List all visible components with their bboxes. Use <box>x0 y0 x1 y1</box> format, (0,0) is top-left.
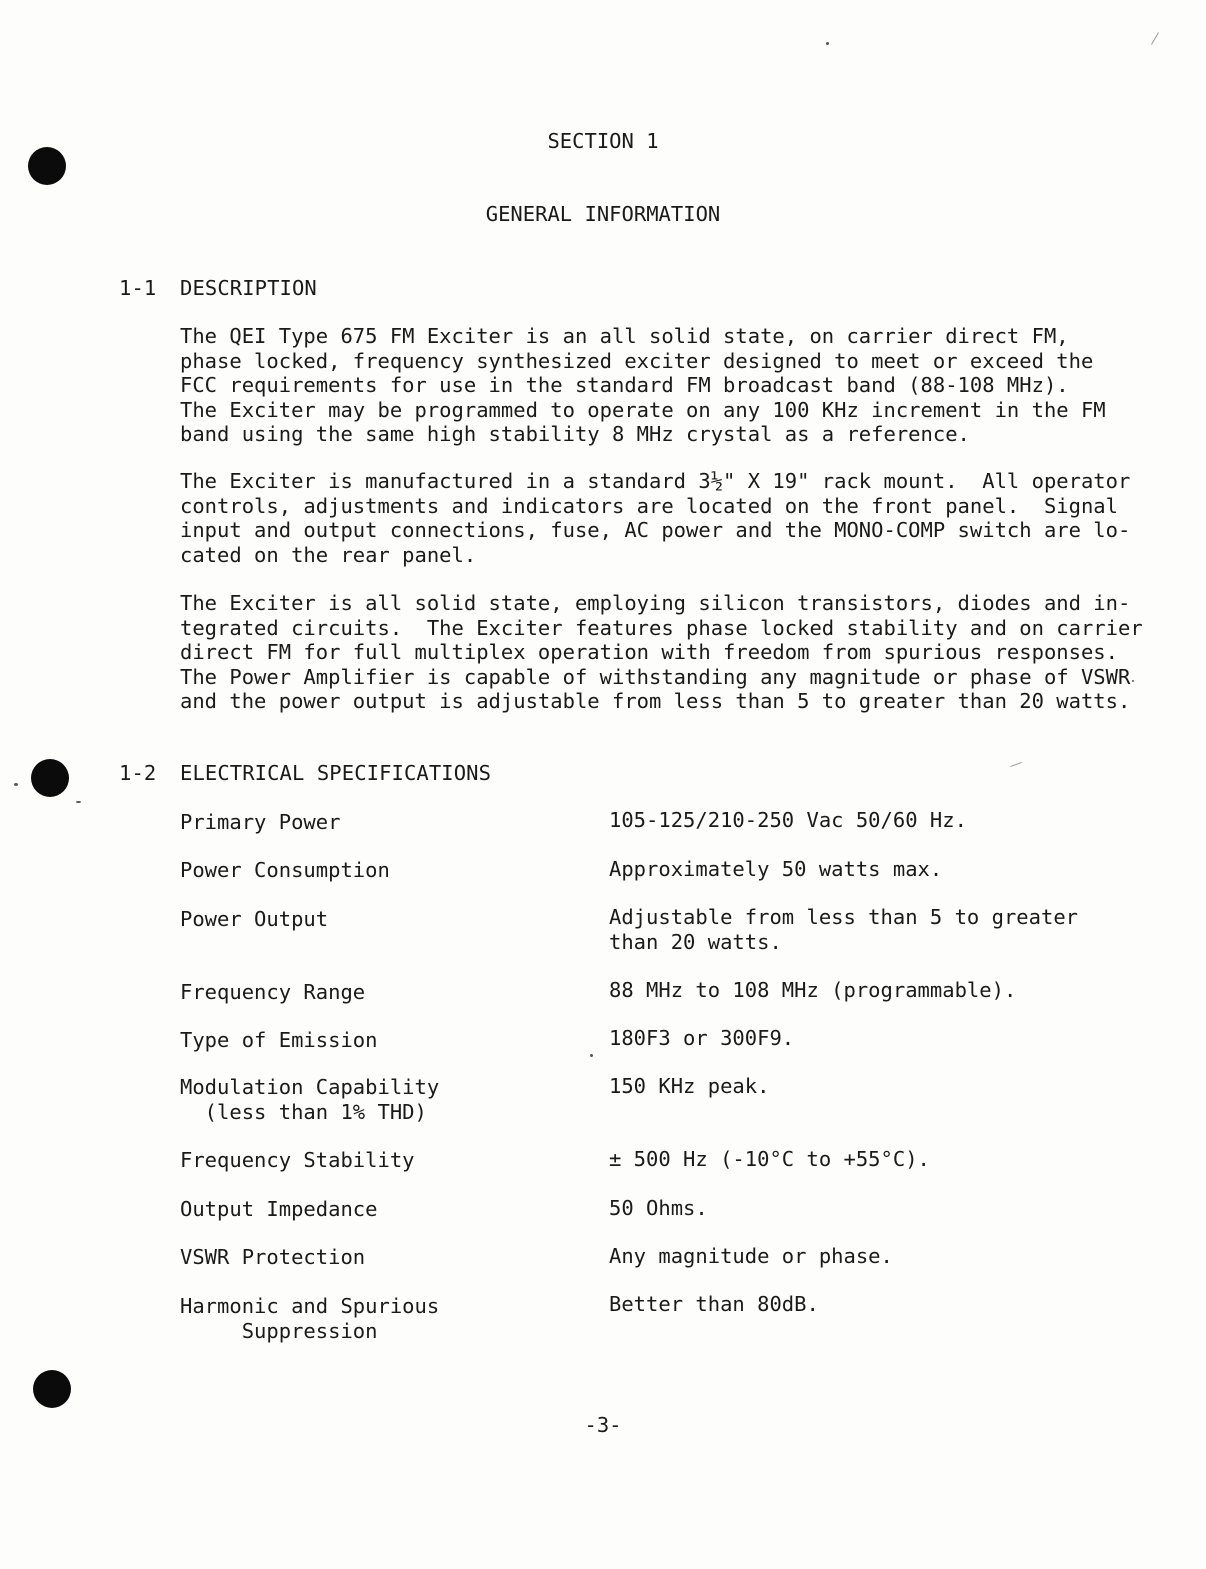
spec-label-line: Modulation Capability <box>180 1075 440 1099</box>
paragraph-line: phase locked, frequency synthesized exciter designed to meet or exceed the <box>180 348 1094 373</box>
paragraph-line: cated on the rear panel. <box>180 542 477 567</box>
spec-value <box>609 808 967 833</box>
spec-label-line: (less than 1% THD) <box>180 1099 427 1124</box>
spec-value <box>609 1074 769 1099</box>
scan-speck <box>590 1054 593 1057</box>
paragraph-line: tegrated circuits. The Exciter features phase locked stability and on carrier <box>180 615 1143 640</box>
paragraph-line: and the power output is adjustable from less than 5 to greater than 20 watts. <box>180 689 1131 713</box>
spec-label-line: Harmonic and Spurious <box>180 1294 440 1318</box>
spec-label-line: Frequency Stability <box>180 1148 415 1172</box>
section-title: GENERAL INFORMATION <box>485 202 721 226</box>
paragraph-line: The Power Amplifier is capable of withstanding any magnitude or phase of VSWR <box>180 664 1131 689</box>
spec-label <box>180 1028 377 1053</box>
paragraph-line: FCC requirements for use in the standard FM broadcast band (88-108 MHz). <box>180 373 1069 397</box>
spec-label-line: Power Consumption <box>180 858 390 882</box>
scan-speck <box>826 42 829 45</box>
spec-label <box>180 858 390 883</box>
spec-value-line: 150 KHz peak. <box>609 1074 770 1098</box>
description-paragraph-1 <box>180 324 1160 447</box>
spec-label <box>180 1197 377 1222</box>
description-number: 1-1 <box>119 276 157 300</box>
spec-label-line: Frequency Range <box>180 980 366 1004</box>
spec-value-line: ± 500 Hz (-10°C to +55°C). <box>609 1147 930 1171</box>
spec-value <box>609 1292 819 1317</box>
spec-label <box>180 907 328 932</box>
spec-value-line: Approximately 50 watts max. <box>609 857 943 881</box>
paragraph-line: direct FM for full multiplex operation with freedom from spurious responses. <box>180 640 1118 664</box>
scan-mark <box>1010 762 1022 767</box>
spec-value <box>609 1244 893 1269</box>
spec-value <box>609 905 1078 954</box>
section-number: SECTION 1 <box>547 129 659 153</box>
paragraph-line: The Exciter is manufactured in a standard 3½" X 19" rack mount. All operator <box>180 469 1131 493</box>
spec-value <box>609 1196 708 1221</box>
spec-value-line: than 20 watts. <box>609 929 782 954</box>
spec-label <box>180 1148 415 1173</box>
spec-value-line: Any magnitude or phase. <box>609 1244 893 1268</box>
spec-value-line: Better than 80dB. <box>609 1292 819 1316</box>
spec-label <box>180 980 365 1005</box>
spec-value <box>609 857 942 882</box>
scan-mark <box>1151 32 1159 45</box>
description-paragraph-2 <box>180 469 1160 567</box>
spec-value-line: 105-125/210-250 Vac 50/60 Hz. <box>609 808 967 832</box>
paragraph-line: band using the same high stability 8 MHz crystal as a reference. <box>180 422 970 446</box>
spec-label-line: Primary Power <box>180 810 341 834</box>
paragraph-line: The Exciter is all solid state, employing silicon transistors, diodes and in- <box>180 591 1131 615</box>
specifications-number: 1-2 <box>119 761 157 785</box>
spec-label-line: Output Impedance <box>180 1197 378 1221</box>
paragraph-line: controls, adjustments and indicators are located on the front panel. Signal <box>180 493 1118 518</box>
spec-label <box>180 810 340 835</box>
spec-label-line: Power Output <box>180 907 329 931</box>
paragraph-line: input and output connections, fuse, AC power and the MONO-COMP switch are lo- <box>180 518 1131 542</box>
spec-value <box>609 1026 794 1051</box>
punch-hole-bottom <box>33 1370 71 1408</box>
spec-label-line: VSWR Protection <box>180 1245 366 1269</box>
specifications-heading: ELECTRICAL SPECIFICATIONS <box>180 761 492 785</box>
spec-value <box>609 978 1016 1003</box>
spec-value <box>609 1147 930 1172</box>
spec-value-line: 50 Ohms. <box>609 1196 708 1220</box>
description-paragraph-3 <box>180 591 1160 714</box>
spec-value-line: 180F3 or 300F9. <box>609 1026 795 1050</box>
scan-speck <box>14 783 18 786</box>
spec-label-line: Type of Emission <box>180 1028 378 1052</box>
spec-value-line: 88 MHz to 108 MHz (programmable). <box>609 978 1017 1002</box>
page-number: -3- <box>584 1413 622 1437</box>
spec-label-line: Suppression <box>180 1318 378 1343</box>
paragraph-line: The QEI Type 675 FM Exciter is an all solid state, on carrier direct FM, <box>180 324 1069 348</box>
punch-hole-middle <box>31 759 69 797</box>
spec-value-line: Adjustable from less than 5 to greater <box>609 905 1078 929</box>
paragraph-line: The Exciter may be programmed to operate on any 100 KHz increment in the FM <box>180 397 1106 422</box>
spec-label <box>180 1245 365 1270</box>
description-heading: DESCRIPTION <box>180 276 317 300</box>
spec-label <box>180 1075 439 1124</box>
spec-label <box>180 1294 439 1343</box>
scan-speck <box>76 801 81 803</box>
